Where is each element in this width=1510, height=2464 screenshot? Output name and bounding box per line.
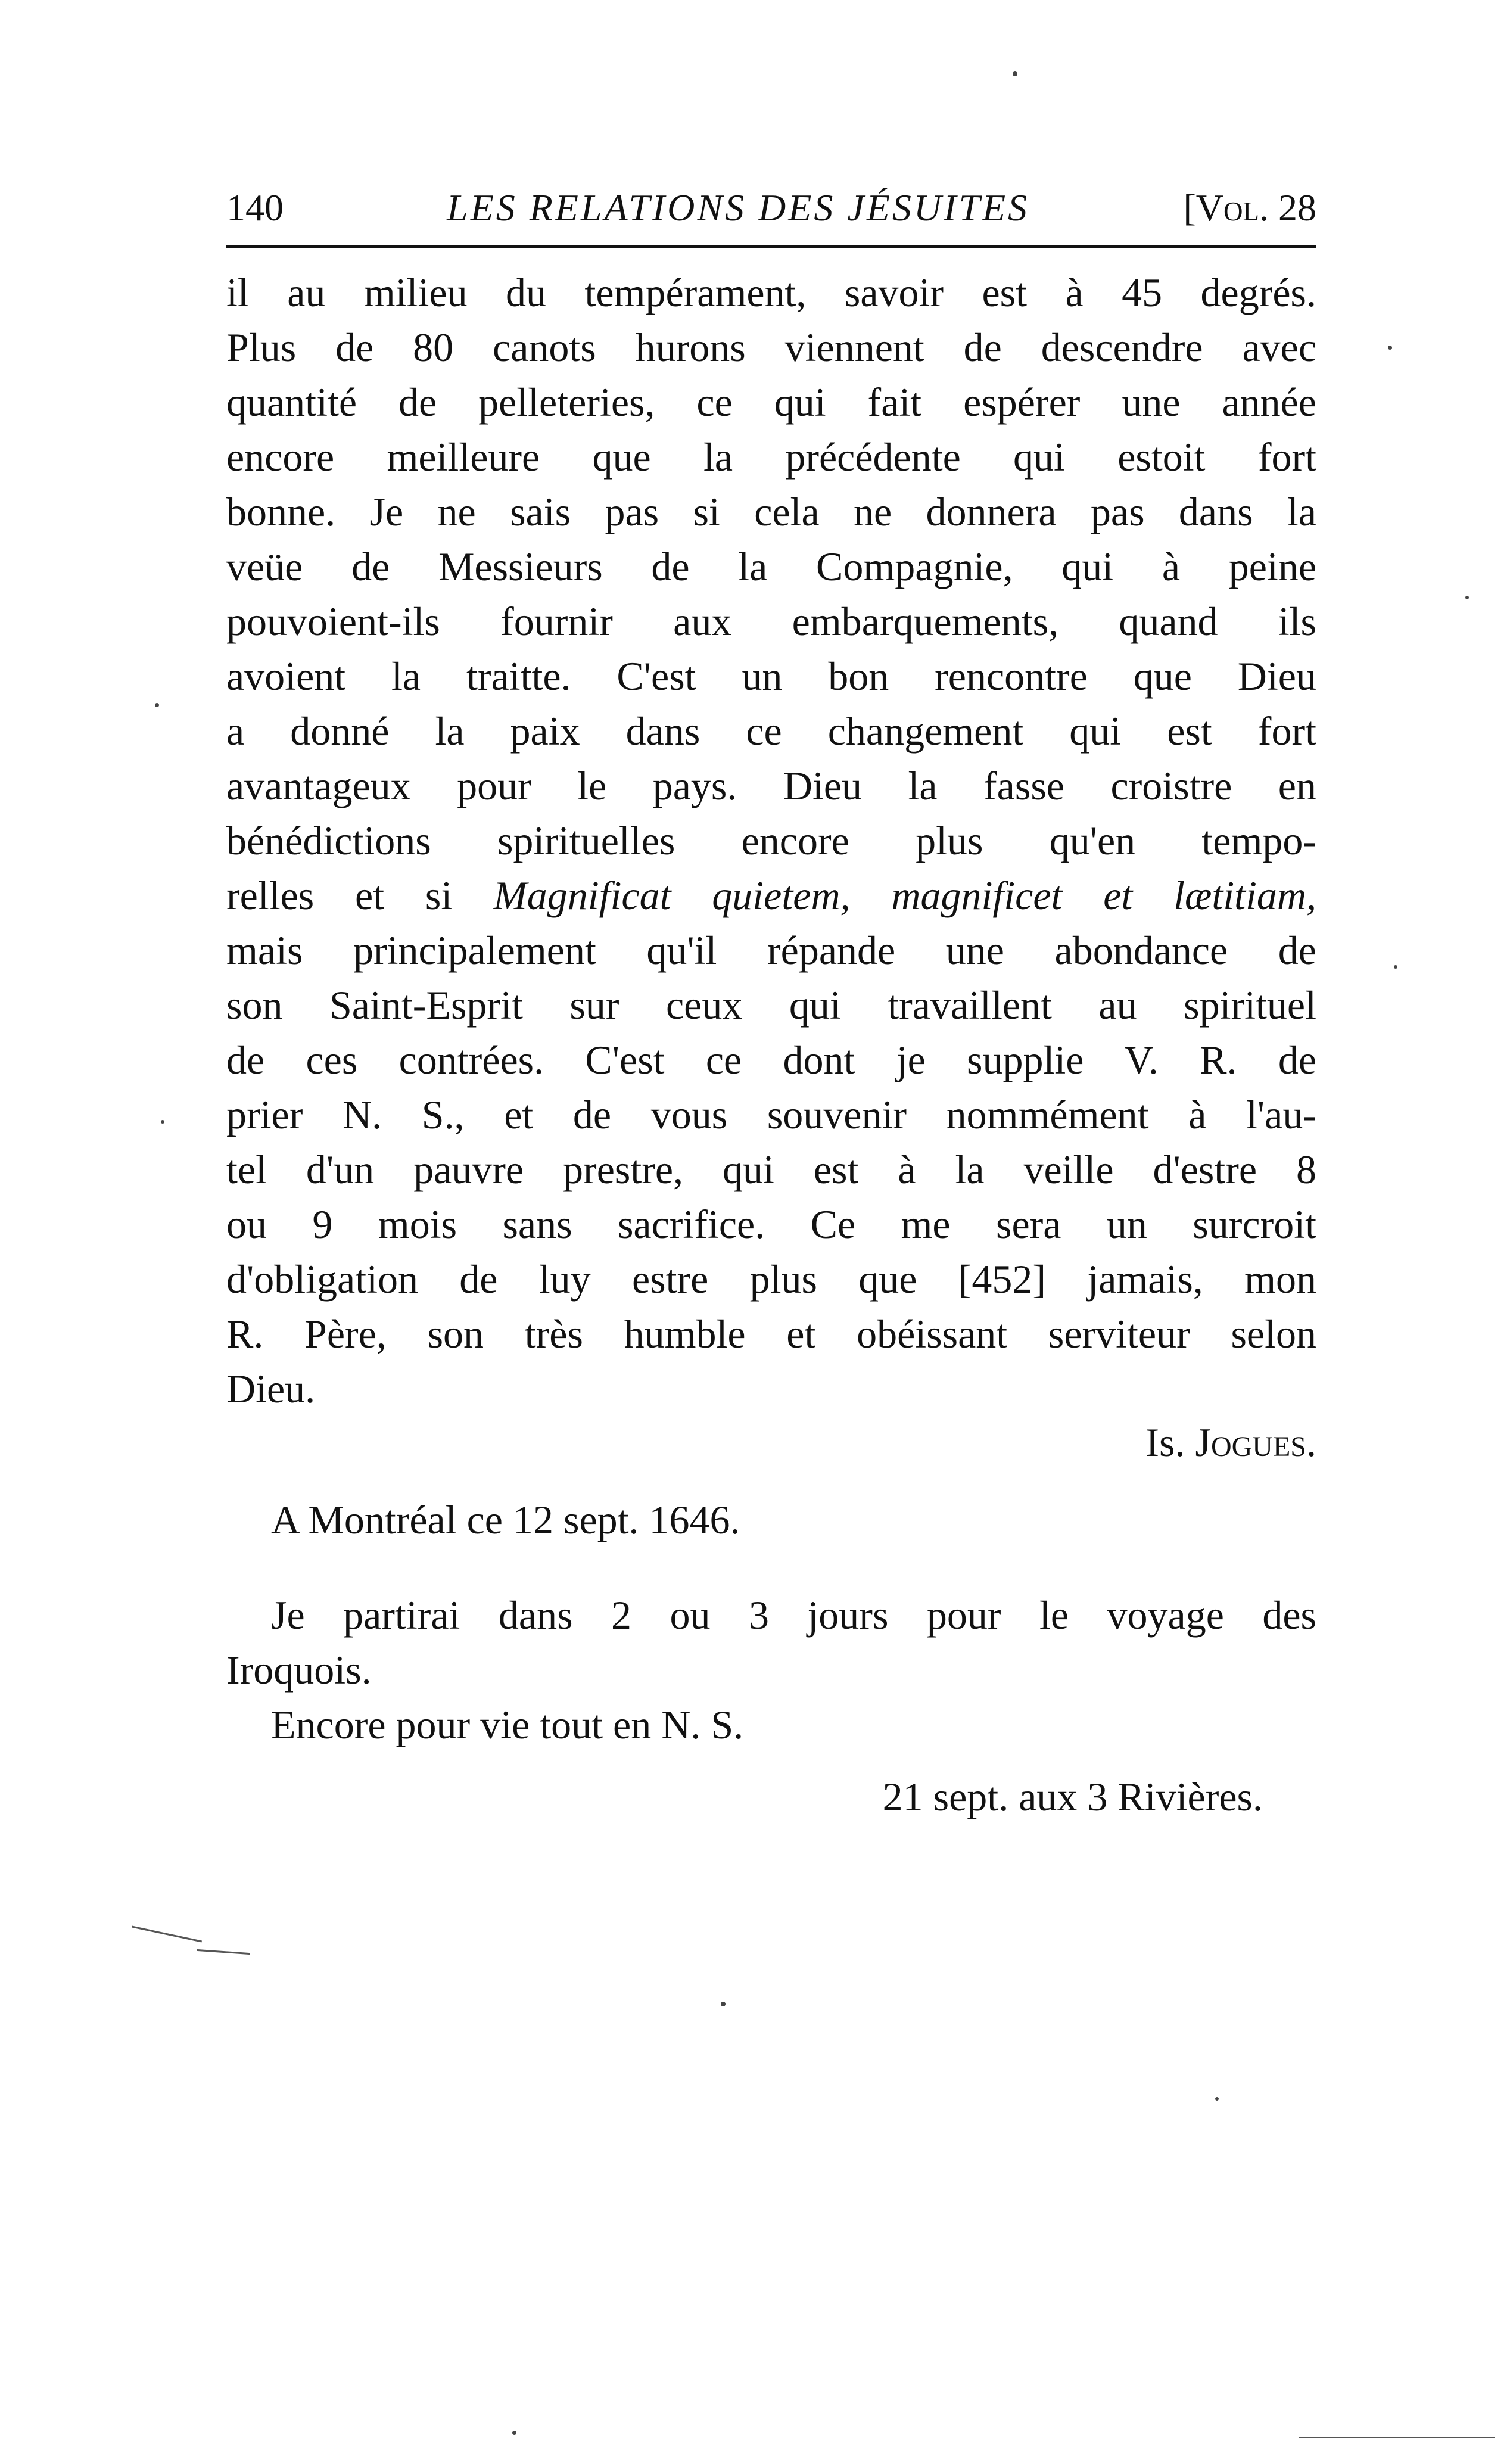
latin-line-start: relles et si	[226, 873, 494, 918]
body-line: il au milieu du tempérament, savoir est à 45 degrés.	[226, 270, 1316, 315]
body-line: Plus de 80 canots hurons viennent de descendre avec	[226, 325, 1316, 370]
signature-name: Jogues.	[1195, 1420, 1316, 1465]
scan-scratch	[197, 1949, 250, 1955]
body-line: tel d'un pauvre prestre, qui est à la veille d'estre 8	[226, 1147, 1316, 1192]
body-line: veüe de Messieurs de la Compagnie, qui à peine	[226, 544, 1316, 589]
scan-speck	[1394, 965, 1397, 969]
scan-speck	[721, 2002, 726, 2006]
latin-quote: Magnificat quietem, magnificet et lætitiam,	[493, 873, 1316, 918]
closing-date: 21 sept. aux 3 Rivières.	[882, 1774, 1263, 1819]
scan-speck	[1388, 346, 1392, 350]
page-header	[226, 186, 1316, 245]
scan-speck	[512, 2431, 516, 2435]
body-line: prier N. S., et de vous souvenir nommément à l'au-	[226, 1092, 1316, 1137]
latin-quote-line	[226, 868, 1316, 923]
body-line: de ces contrées. C'est ce dont je supplie V. R. de	[226, 1037, 1316, 1082]
body-line: avoient la traitte. C'est un bon rencontre que Dieu	[226, 654, 1316, 699]
scan-speck	[161, 1120, 164, 1124]
postscript-line: Je partirai dans 2 ou 3 jours pour le voyage des	[271, 1592, 1316, 1638]
body-line: mais principalement qu'il répande une abondance de	[226, 928, 1316, 973]
postscript-line: Encore pour vie tout en N. S.	[271, 1702, 744, 1747]
postscript	[226, 1588, 1316, 1752]
scan-speck	[1013, 71, 1017, 76]
body-line: ou 9 mois sans sacrifice. Ce me sera un surcroit	[226, 1202, 1316, 1247]
scan-scratch	[1299, 2437, 1495, 2438]
signature-initial: Is.	[1145, 1420, 1195, 1465]
signature	[1145, 1415, 1316, 1470]
letter-body	[226, 265, 1316, 1416]
body-line: a donné la paix dans ce changement qui est fort	[226, 708, 1316, 754]
dateline: A Montréal ce 12 sept. 1646.	[271, 1497, 740, 1542]
scan-speck	[1465, 596, 1469, 599]
body-line: R. Père, son très humble et obéissant serviteur selon	[226, 1311, 1316, 1357]
scan-scratch	[132, 1926, 202, 1943]
postscript-line: Iroquois.	[226, 1647, 372, 1693]
body-line: pouvoient-ils fournir aux embarquements, quand ils	[226, 599, 1316, 644]
page-number: 140	[226, 186, 284, 229]
body-line-last: Dieu.	[226, 1366, 316, 1411]
running-title: LES RELATIONS DES JÉSUITES	[447, 186, 1030, 229]
scan-speck	[155, 703, 159, 707]
body-line: quantité de pelleteries, ce qui fait espérer une année	[226, 379, 1316, 425]
body-line: son Saint-Esprit sur ceux qui travaillent au spirituel	[226, 982, 1316, 1028]
body-line: encore meilleure que la précédente qui estoit fort	[226, 434, 1316, 480]
header-rule	[226, 245, 1316, 248]
body-line: bonne. Je ne sais pas si cela ne donnera pas dans la	[226, 489, 1316, 534]
body-line: d'obligation de luy estre plus que [452] jamais, mon	[226, 1256, 1316, 1302]
scan-speck	[1215, 2097, 1219, 2101]
body-line: avantageux pour le pays. Dieu la fasse croistre en	[226, 763, 1316, 808]
volume-label: [Vol. 28	[1183, 186, 1316, 229]
body-line: bénédictions spirituelles encore plus qu'en tempo-	[226, 818, 1316, 863]
